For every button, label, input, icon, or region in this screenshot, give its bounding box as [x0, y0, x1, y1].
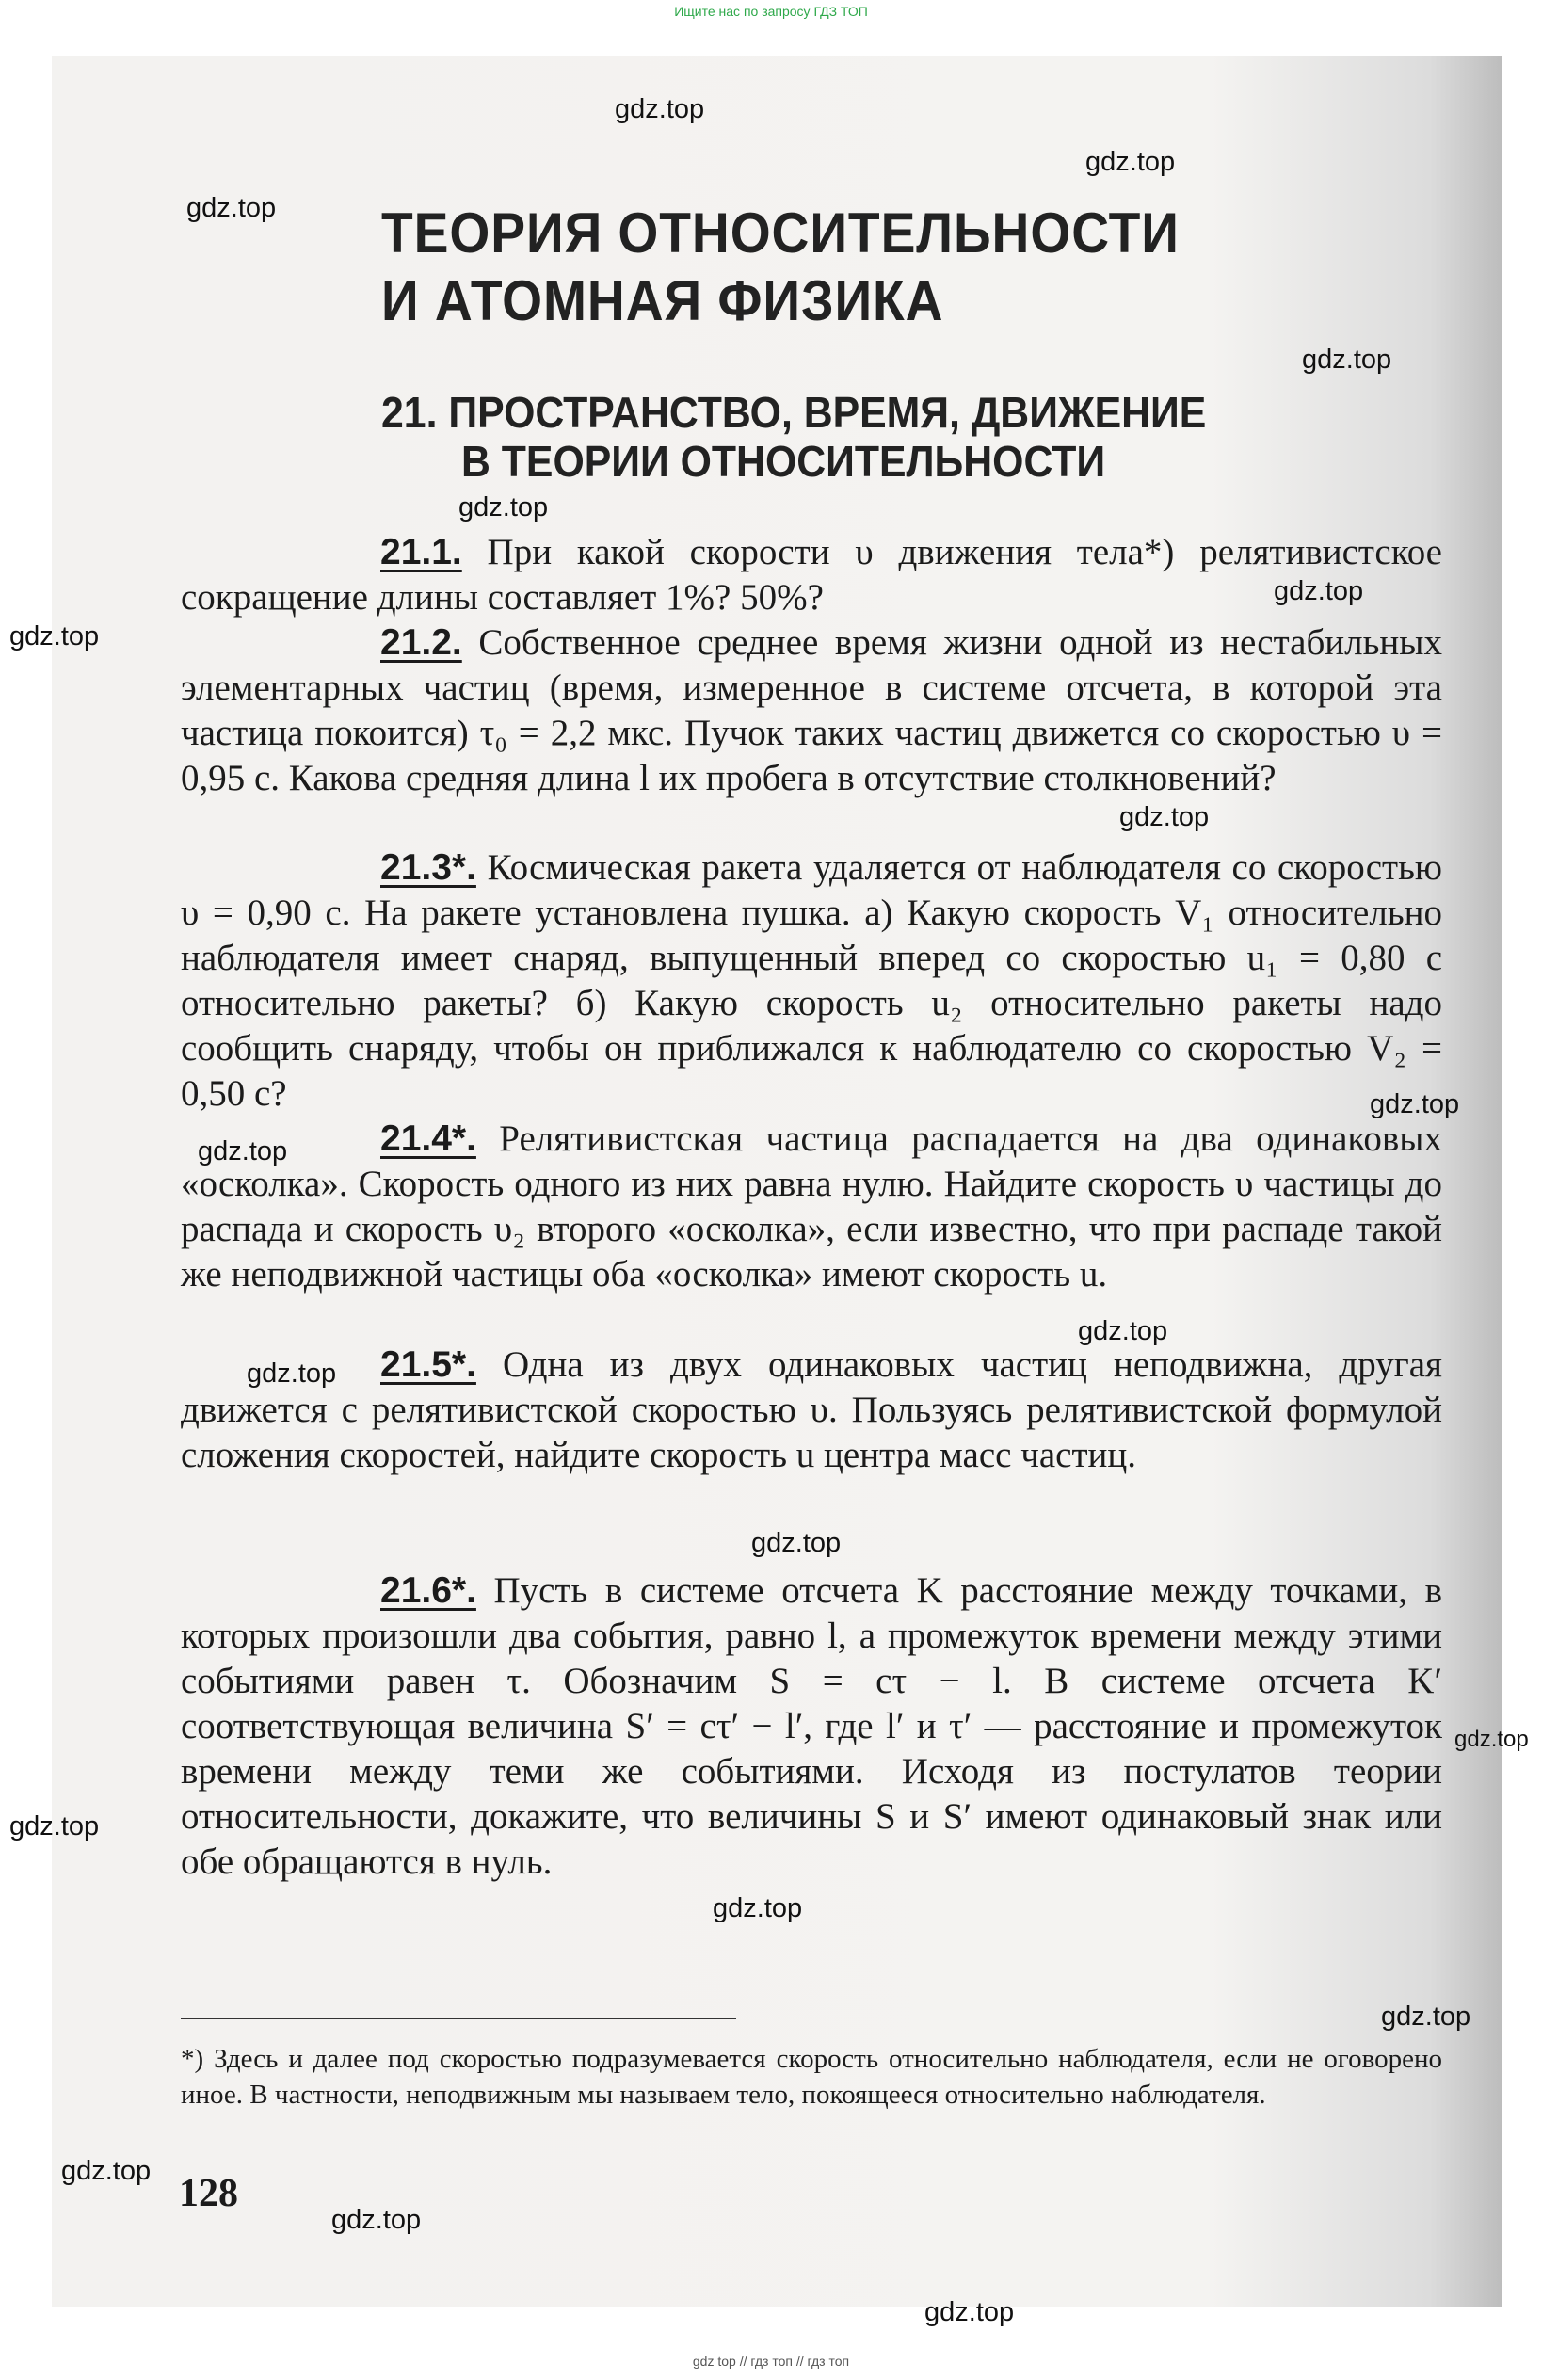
- problem-text: Космическая ракета удаляется от наблюдателя со скоростью υ = 0,90 c. На ракете установлена пушка. а) Какую скорость V₁ относительно наблюдателя имеет снаряд, выпущенный вперед со скоростью u₁ = 0,80 c относительно ракеты? б) Какую скорость u₂ относительно ракеты надо сообщить снаряду, чтобы он приближался к наблюдателю со скоростью V₂ = 0,50 c?: [181, 847, 1442, 1114]
- section-title-line-1: 21. ПРОСТРАНСТВО, ВРЕМЯ, ДВИЖЕНИЕ: [381, 388, 1207, 437]
- top-banner: Ищите нас по запросу ГДЗ ТОП: [674, 4, 868, 19]
- problem-21-1: [181, 530, 1442, 620]
- watermark: gdz.top: [458, 492, 549, 523]
- chapter-title-line-2: И АТОМНАЯ ФИЗИКА: [381, 269, 944, 332]
- footnote: *) Здесь и далее под скоростью подразумевается скорость относительно наблюдателя, если не оговорено иное. В частности, неподвижным мы называем тело, покоящееся относительно наблюдателя.: [181, 2044, 1442, 2110]
- section-title-second: [461, 435, 1105, 488]
- problem-number: 21.3*.: [380, 847, 476, 888]
- problem-text: Релятивистская частица распадается на два одинаковых «осколка». Скорость одного из них равна нулю. Найдите скорость υ частицы до распада и скорость υ₂ второго «осколка», если известно, что при распаде такой же неподвижной частицы оба «осколка» имеют скорость u.: [181, 1118, 1442, 1295]
- watermark: gdz.top: [186, 193, 277, 223]
- watermark: gdz.top: [198, 1136, 288, 1166]
- watermark: gdz.top: [924, 2297, 1015, 2327]
- chapter-title: [381, 200, 1180, 335]
- watermark: gdz.top: [713, 1893, 803, 1923]
- problem-text: Пусть в системе отсчета K расстояние между точками, в которых произошли два события, равно l, а промежуток времени между этими событиями равен τ. Обозначим S = cτ − l. В системе отсчета K′ соответствующая величина S′ = cτ′ − l′, где l′ и τ′ — расстояние и промежуток времени между теми же событиями. Исходя из постулатов теории относительности, докажите, что величины S и S′ имеют одинаковый знак или обе обращаются в нуль.: [181, 1570, 1442, 1882]
- watermark: gdz.top: [1078, 1316, 1168, 1346]
- watermark: gdz.top: [1370, 1089, 1460, 1119]
- watermark: gdz.top: [61, 2156, 152, 2186]
- watermark: gdz.top: [1381, 2002, 1471, 2032]
- problem-number: 21.5*.: [380, 1344, 476, 1385]
- watermark: gdz.top: [331, 2205, 422, 2235]
- problem-number: 21.2.: [380, 622, 462, 663]
- watermark: gdz.top: [751, 1528, 842, 1558]
- problem-number: 21.1.: [380, 532, 462, 572]
- watermark: gdz.top: [9, 1811, 100, 1841]
- watermark: gdz.top: [9, 621, 100, 651]
- section-title-line-2: В ТЕОРИИ ОТНОСИТЕЛЬНОСТИ: [461, 437, 1106, 486]
- problem-text: Одна из двух одинаковых частиц неподвижна, другая движется с релятивистской скоростью υ. Пользуясь релятивистской формулой сложения скоростей, найдите скорость u центра масс частиц.: [181, 1344, 1442, 1475]
- chapter-title-line-1: ТЕОРИЯ ОТНОСИТЕЛЬНОСТИ: [381, 201, 1180, 265]
- section-title: [381, 386, 1206, 439]
- problem-number: 21.4*.: [380, 1118, 476, 1159]
- watermark: gdz.top: [1454, 1727, 1529, 1752]
- problem-text: При какой скорости υ движения тела*) релятивистское сокращение длины составляет 1%? 50%?: [181, 532, 1442, 618]
- watermark: gdz.top: [1274, 576, 1364, 606]
- problem-21-5: [181, 1343, 1442, 1478]
- watermark: gdz.top: [1302, 345, 1392, 375]
- problem-21-3: [181, 845, 1442, 1117]
- problem-21-2: [181, 620, 1442, 801]
- watermark: gdz.top: [247, 1359, 337, 1389]
- footnote-divider: [181, 2018, 736, 2019]
- problem-text: Собственное среднее время жизни одной из нестабильных элементарных частиц (время, измеренное в системе отсчета, в которой эта частица покоится) τ₀ = 2,2 мкс. Пучок таких частиц движется со скоростью υ = 0,95 c. Какова средняя длина l их пробега в отсутствие столкновений?: [181, 622, 1442, 798]
- problem-number: 21.6*.: [380, 1570, 476, 1611]
- problem-21-6: [181, 1568, 1442, 1885]
- problem-21-4: [181, 1117, 1442, 1297]
- watermark: gdz.top: [615, 94, 705, 124]
- watermark: gdz.top: [1085, 147, 1176, 177]
- page-number: 128: [179, 2172, 238, 2215]
- watermark: gdz.top: [1119, 802, 1210, 832]
- bottom-banner: gdz top // гдз топ // гдз топ: [692, 2354, 850, 2369]
